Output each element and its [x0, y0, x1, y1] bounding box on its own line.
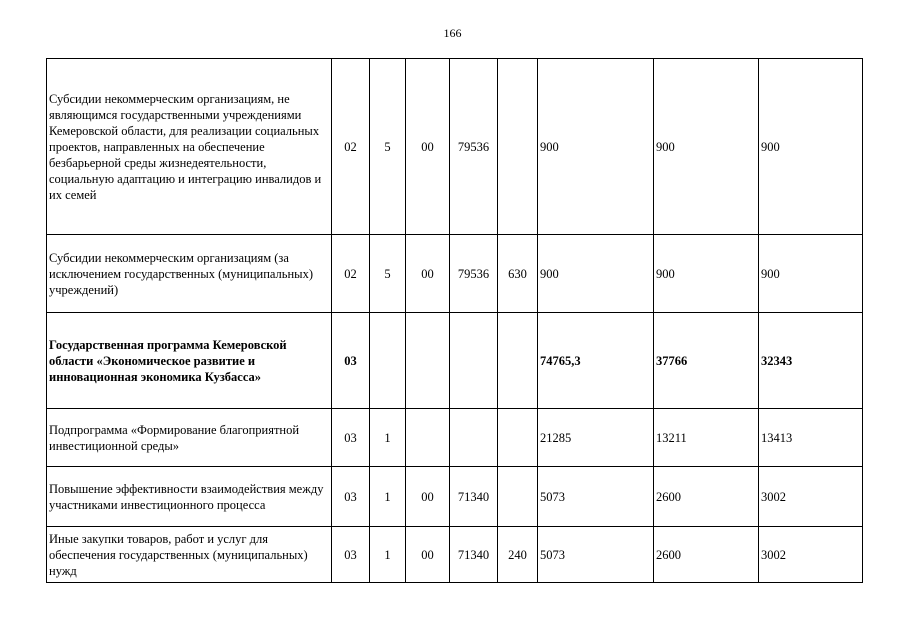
article-code: 71340 [450, 467, 498, 527]
amount-year-3: 3002 [759, 467, 863, 527]
program-code: 03 [332, 467, 370, 527]
subprogram-code: 1 [370, 409, 406, 467]
row-name: Субсидии некоммерческим организациям (за исключением государственных (муниципальных) учреждений) [47, 235, 332, 313]
subprogram-code: 1 [370, 467, 406, 527]
table-row [47, 59, 863, 235]
direction-code [406, 409, 450, 467]
amount-year-3: 900 [759, 235, 863, 313]
row-name: Повышение эффективности взаимодействия между участниками инвестиционного процесса [47, 467, 332, 527]
article-code [450, 313, 498, 409]
subprogram-code: 1 [370, 527, 406, 583]
subprogram-code: 5 [370, 59, 406, 235]
table-row [47, 313, 863, 409]
amount-year-2: 2600 [654, 467, 759, 527]
expense-type-code: 630 [498, 235, 538, 313]
expense-type-code: 240 [498, 527, 538, 583]
subprogram-code: 5 [370, 235, 406, 313]
amount-year-2: 900 [654, 59, 759, 235]
amount-year-1: 900 [538, 59, 654, 235]
article-code [450, 409, 498, 467]
table-row [47, 235, 863, 313]
subprogram-code [370, 313, 406, 409]
budget-table [46, 58, 863, 583]
amount-year-1: 5073 [538, 527, 654, 583]
direction-code [406, 313, 450, 409]
expense-type-code [498, 467, 538, 527]
page-number: 166 [443, 26, 462, 40]
row-name: Государственная программа Кемеровской области «Экономическое развитие и инновационная экономика Кузбасса» [47, 313, 332, 409]
program-code: 03 [332, 409, 370, 467]
article-code: 79536 [450, 59, 498, 235]
amount-year-3: 3002 [759, 527, 863, 583]
program-code: 02 [332, 59, 370, 235]
table-row [47, 527, 863, 583]
amount-year-3: 32343 [759, 313, 863, 409]
amount-year-2: 900 [654, 235, 759, 313]
expense-type-code [498, 409, 538, 467]
table-row [47, 409, 863, 467]
amount-year-1: 74765,3 [538, 313, 654, 409]
amount-year-2: 13211 [654, 409, 759, 467]
article-code: 79536 [450, 235, 498, 313]
amount-year-1: 21285 [538, 409, 654, 467]
amount-year-3: 900 [759, 59, 863, 235]
table-row [47, 467, 863, 527]
direction-code: 00 [406, 467, 450, 527]
expense-type-code [498, 59, 538, 235]
row-name: Иные закупки товаров, работ и услуг для обеспечения государственных (муниципальных) нужд [47, 527, 332, 583]
amount-year-1: 5073 [538, 467, 654, 527]
amount-year-2: 37766 [654, 313, 759, 409]
program-code: 03 [332, 527, 370, 583]
row-name: Субсидии некоммерческим организациям, не являющимся государственными учреждениями Кемеровской области, для реализации социальных проектов, направленных на обеспечение безбарьерной среды жизнедеятельности, социальную адаптацию и интеграцию инвалидов и их семей [47, 59, 332, 235]
direction-code: 00 [406, 59, 450, 235]
direction-code: 00 [406, 527, 450, 583]
article-code: 71340 [450, 527, 498, 583]
expense-type-code [498, 313, 538, 409]
row-name: Подпрограмма «Формирование благоприятной инвестиционной среды» [47, 409, 332, 467]
program-code: 03 [332, 313, 370, 409]
program-code: 02 [332, 235, 370, 313]
direction-code: 00 [406, 235, 450, 313]
amount-year-1: 900 [538, 235, 654, 313]
amount-year-2: 2600 [654, 527, 759, 583]
amount-year-3: 13413 [759, 409, 863, 467]
